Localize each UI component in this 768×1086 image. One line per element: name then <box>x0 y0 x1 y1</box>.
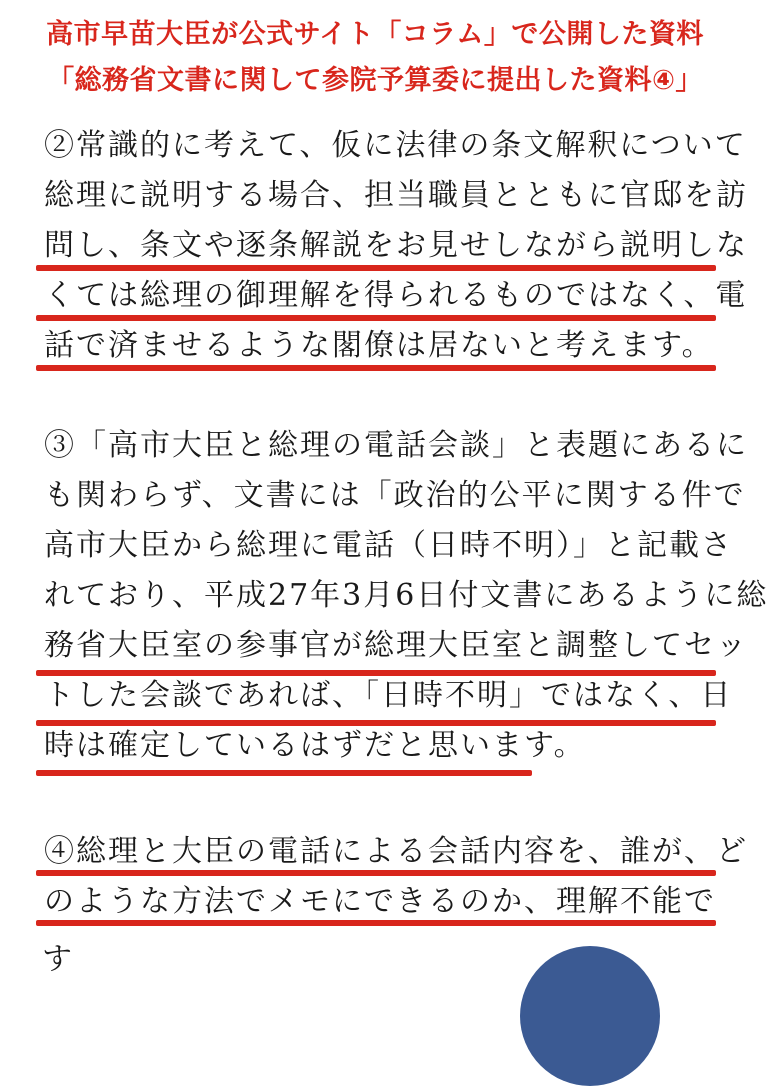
text-line: 高市大臣から総理に電話（日時不明）」と記載さ <box>44 528 733 563</box>
text-line: のような方法でメモにできるのか、理解不能で <box>44 884 716 919</box>
text-line: ②常識的に考えて、仮に法律の条文解釈について <box>44 128 747 163</box>
floating-action-button[interactable] <box>520 946 660 1086</box>
header-banner <box>0 0 750 118</box>
cutoff-text: す <box>42 942 72 977</box>
highlight-underline <box>36 720 716 726</box>
text-line: も関わらず、文書には「政治的公平に関する件で <box>44 478 746 513</box>
text-line: トした会談であれば、「日時不明」ではなく、日 <box>44 678 733 713</box>
text-line: ③「高市大臣と総理の電話会談」と表題にあるに <box>44 428 748 463</box>
highlight-underline <box>36 315 716 321</box>
text-line: 総理に説明する場合、担当職員とともに官邸を訪 <box>44 178 748 213</box>
text-line: 話で済ませるような閣僚は居ないと考えます。 <box>44 328 714 363</box>
header-title-line-1: 高市早苗大臣が公式サイト「コラム」で公開した資料 <box>46 19 704 50</box>
highlight-underline <box>36 870 716 876</box>
text-line: 問し、条文や逐条解説をお見せしながら説明しな <box>44 228 748 263</box>
highlight-underline <box>36 920 716 926</box>
highlight-underline <box>36 670 716 676</box>
highlight-underline <box>36 770 532 776</box>
highlight-underline <box>36 365 716 371</box>
text-line: ④総理と大臣の電話による会話内容を、誰が、ど <box>44 834 748 869</box>
document-body <box>0 118 768 977</box>
text-line: れており、平成27年3月6日付文書にあるように総 <box>44 578 768 613</box>
text-line: 務省大臣室の参事官が総理大臣室と調整してセッ <box>44 628 748 663</box>
text-line: 時は確定しているはずだと思います。 <box>44 728 586 763</box>
text-line: くては総理の御理解を得られるものではなく、電 <box>44 278 748 313</box>
header-title-line-2: 「総務省文書に関して参院予算委に提出した資料④」 <box>47 65 703 96</box>
highlight-underline <box>36 265 716 271</box>
